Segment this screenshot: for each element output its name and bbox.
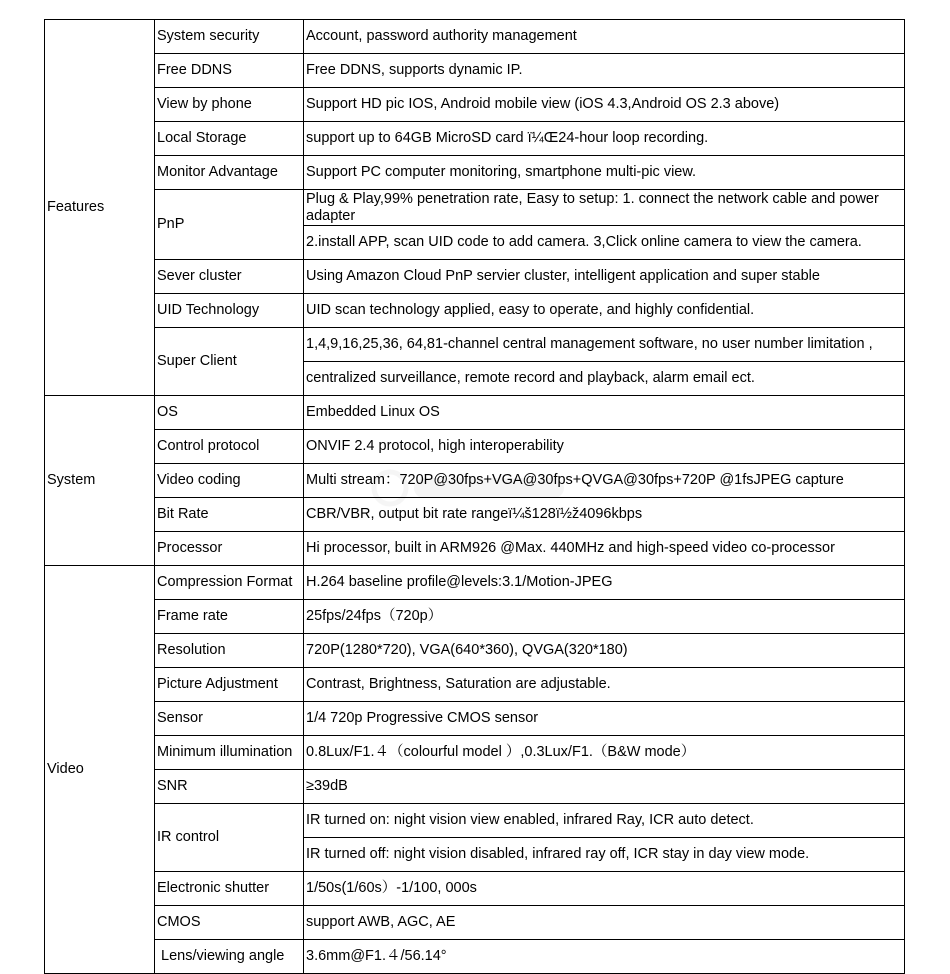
- table-row: [45, 804, 905, 838]
- row-value: Hi processor, built in ARM926 @Max. 440MHz and high-speed video co-processor: [304, 532, 905, 566]
- row-value: UID scan technology applied, easy to operate, and highly confidential.: [304, 294, 905, 328]
- row-label: View by phone: [155, 88, 304, 122]
- row-value: Contrast, Brightness, Saturation are adjustable.: [304, 668, 905, 702]
- row-label: Resolution: [155, 634, 304, 668]
- row-label: Electronic shutter: [155, 872, 304, 906]
- section-features: Features: [45, 20, 155, 396]
- row-value: support up to 64GB MicroSD card ï¼Œ24-hour loop recording.: [304, 122, 905, 156]
- row-value: Using Amazon Cloud PnP servier cluster, intelligent application and super stable: [304, 260, 905, 294]
- table-row: [45, 498, 905, 532]
- row-label: Lens/viewing angle: [155, 940, 304, 974]
- row-label: Compression Format: [155, 566, 304, 600]
- row-label: Free DDNS: [155, 54, 304, 88]
- table-row: [45, 566, 905, 600]
- table-row: [45, 122, 905, 156]
- row-value: ≥39dB: [304, 770, 905, 804]
- row-value: 1/4 720p Progressive CMOS sensor: [304, 702, 905, 736]
- section-video: Video: [45, 566, 155, 974]
- row-label: Sensor: [155, 702, 304, 736]
- row-label: Super Client: [155, 328, 304, 396]
- row-label: Video coding: [155, 464, 304, 498]
- row-label: PnP: [155, 190, 304, 260]
- row-value: CBR/VBR, output bit rate rangeï¼š128ï½ž4096kbps: [304, 498, 905, 532]
- row-value: IR turned off: night vision disabled, infrared ray off, ICR stay in day view mode.: [304, 838, 905, 872]
- row-value: 1,4,9,16,25,36, 64,81-channel central management software, no user number limitation ,: [304, 328, 905, 362]
- table-row: [45, 20, 905, 54]
- row-label: IR control: [155, 804, 304, 872]
- row-value: Support HD pic IOS, Android mobile view (iOS 4.3,Android OS 2.3 above): [304, 88, 905, 122]
- table-row: [45, 770, 905, 804]
- table-row: [45, 600, 905, 634]
- row-value: 720P(1280*720), VGA(640*360), QVGA(320*180): [304, 634, 905, 668]
- row-value: 2.install APP, scan UID code to add camera. 3,Click online camera to view the camera.: [304, 226, 905, 260]
- table-row: [45, 156, 905, 190]
- table-row: [45, 190, 905, 226]
- table-row: [45, 668, 905, 702]
- row-value: H.264 baseline profile@levels:3.1/Motion-JPEG: [304, 566, 905, 600]
- row-value: support AWB, AGC, AE: [304, 906, 905, 940]
- row-label: Picture Adjustment: [155, 668, 304, 702]
- row-value: Plug & Play,99% penetration rate, Easy to setup: 1. connect the network cable and power adapter: [304, 190, 905, 226]
- row-label: Minimum illumination: [155, 736, 304, 770]
- row-value: 25fps/24fps（720p）: [304, 600, 905, 634]
- table-row: [45, 294, 905, 328]
- row-value: ONVIF 2.4 protocol, high interoperability: [304, 430, 905, 464]
- row-label: System security: [155, 20, 304, 54]
- row-label: Local Storage: [155, 122, 304, 156]
- table-row: [45, 940, 905, 974]
- table-row: [45, 464, 905, 498]
- table-row: [45, 328, 905, 362]
- row-value: IR turned on: night vision view enabled, infrared Ray, ICR auto detect.: [304, 804, 905, 838]
- table-row: [45, 532, 905, 566]
- table-row: [45, 872, 905, 906]
- row-value: Embedded Linux OS: [304, 396, 905, 430]
- row-value: Free DDNS, supports dynamic IP.: [304, 54, 905, 88]
- row-label: Bit Rate: [155, 498, 304, 532]
- table-row: [45, 702, 905, 736]
- row-label: Sever cluster: [155, 260, 304, 294]
- table-row: [45, 736, 905, 770]
- table-row: [45, 88, 905, 122]
- row-value: Support PC computer monitoring, smartphone multi-pic view.: [304, 156, 905, 190]
- row-label: UID Technology: [155, 294, 304, 328]
- row-label: Frame rate: [155, 600, 304, 634]
- row-value: centralized surveillance, remote record and playback, alarm email ect.: [304, 362, 905, 396]
- table-row: [45, 396, 905, 430]
- row-value: 0.8Lux/F1.４（colourful model ）,0.3Lux/F1.（B&W mode）: [304, 736, 905, 770]
- row-label: OS: [155, 396, 304, 430]
- row-value: 3.6mm@F1.４/56.14°: [304, 940, 905, 974]
- row-label: Control protocol: [155, 430, 304, 464]
- table-row: [45, 634, 905, 668]
- row-label: Processor: [155, 532, 304, 566]
- table-row: [45, 54, 905, 88]
- row-value: 1/50s(1/60s）-1/100, 000s: [304, 872, 905, 906]
- row-label: CMOS: [155, 906, 304, 940]
- spec-table: [44, 19, 905, 974]
- row-value: Multi stream：720P@30fps+VGA@30fps+QVGA@30fps+720P @1fsJPEG capture: [304, 464, 905, 498]
- row-value: Account, password authority management: [304, 20, 905, 54]
- table-row: [45, 430, 905, 464]
- table-row: [45, 906, 905, 940]
- row-label: Monitor Advantage: [155, 156, 304, 190]
- table-row: [45, 260, 905, 294]
- row-label: SNR: [155, 770, 304, 804]
- section-system: System: [45, 396, 155, 566]
